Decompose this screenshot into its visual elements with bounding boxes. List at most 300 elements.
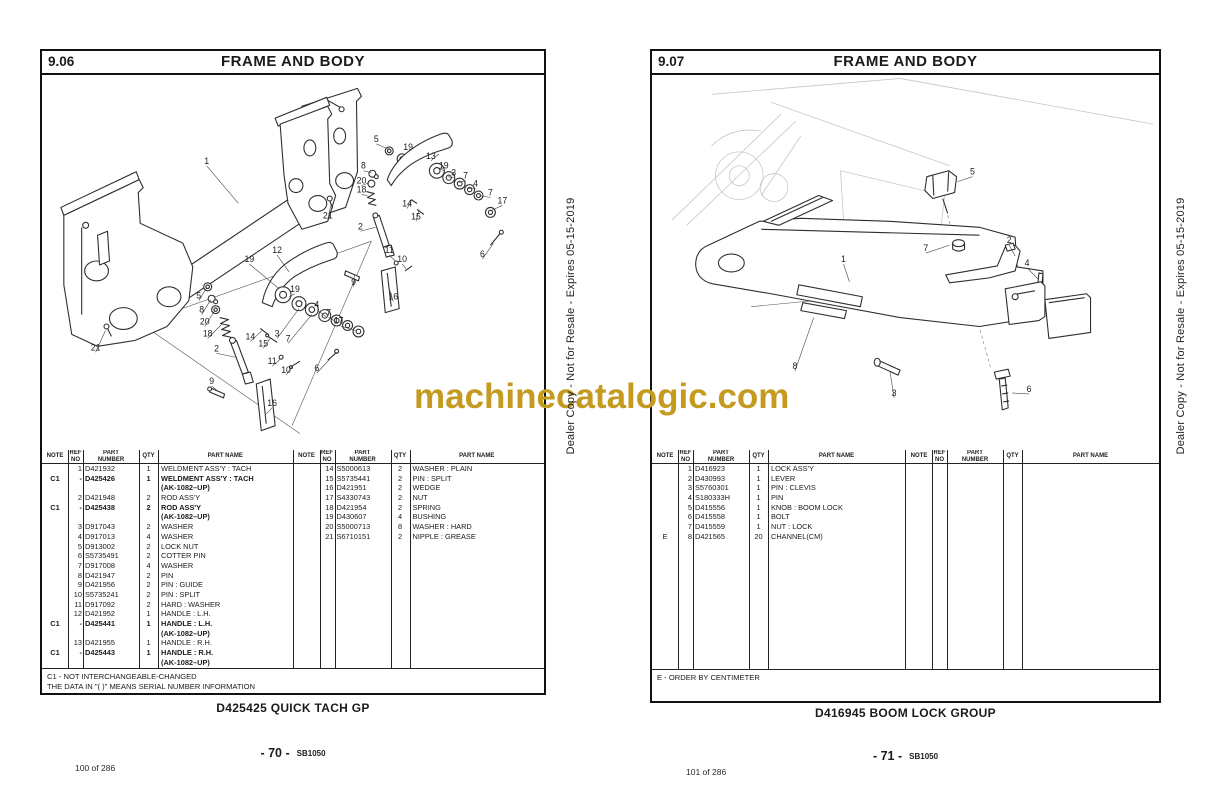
table-row xyxy=(652,483,905,493)
cell-part: S6710151 xyxy=(336,531,371,541)
table-row xyxy=(42,648,293,658)
page-number-value: - 71 - xyxy=(872,749,903,763)
column-header: QTY xyxy=(393,453,407,460)
cell-ref: 3 xyxy=(77,522,82,532)
table-row xyxy=(294,532,545,542)
callout-number: 16 xyxy=(388,291,399,302)
cell-qty: 2 xyxy=(397,473,403,483)
cell-ref: 15 xyxy=(325,473,334,483)
callout-number: 1 xyxy=(841,254,846,265)
cell-qty: 2 xyxy=(146,599,151,609)
cell-part: D430607 xyxy=(336,512,367,522)
table-row xyxy=(42,658,293,668)
cell-qty: 2 xyxy=(397,483,403,493)
column-header: PART NAME xyxy=(818,453,855,460)
column-divider xyxy=(693,450,694,669)
cell-name: HANDLE : R.H. xyxy=(161,638,212,648)
callout-leader-line xyxy=(217,353,236,357)
cell-note: E xyxy=(662,531,668,541)
cell-qty xyxy=(139,658,158,668)
cell-note xyxy=(42,512,68,522)
table-row xyxy=(42,600,293,610)
cell-name: NUT : LOCK xyxy=(771,522,813,532)
cell-note xyxy=(42,629,68,639)
cell-ref: 17 xyxy=(325,493,334,503)
callout-number: 7 xyxy=(487,187,493,198)
callout-number: 6 xyxy=(480,249,485,260)
cell-ref: 21 xyxy=(325,531,334,541)
page-title: FRAME AND BODY xyxy=(221,53,365,70)
callout-number: 6 xyxy=(1026,383,1032,394)
cell-name: WASHER xyxy=(161,522,194,532)
callout-leader-line xyxy=(402,264,406,269)
cell-name: NIPPLE : GREASE xyxy=(412,531,476,541)
cell-name: PIN : GUIDE xyxy=(161,580,203,590)
cell-ref: 5 xyxy=(687,502,692,512)
table-header-row xyxy=(42,450,293,464)
footnote-line: C1 - NOT INTERCHANGEABLE-CHANGED xyxy=(47,672,197,681)
cell-qty: 1 xyxy=(756,483,761,493)
column-header: PART NAME xyxy=(459,453,495,460)
page-header xyxy=(652,51,1159,75)
table-row xyxy=(294,474,545,484)
dealer-copy-notice: Dealer Copy - Not for Resale - Expires 05-15-2019 xyxy=(565,197,577,455)
column-header: PART NUMBER xyxy=(707,450,735,463)
cell-name: (AK-1082–UP) xyxy=(161,657,210,667)
cell-name: WEDGE xyxy=(412,483,441,493)
callout-number: 19 xyxy=(244,254,255,265)
column-header: REF NO xyxy=(933,450,946,463)
cell-note: C1 xyxy=(50,473,60,483)
cell-qty: 1 xyxy=(146,638,151,648)
cell-part: D421948 xyxy=(85,493,115,503)
cell-note xyxy=(294,474,320,484)
cell-qty: 2 xyxy=(397,464,403,473)
cell-name: BUSHING xyxy=(412,512,447,522)
cell-ref: 19 xyxy=(325,512,334,522)
parts-table xyxy=(652,450,1159,670)
cell-name: WASHER xyxy=(161,560,194,570)
callout-number: 13 xyxy=(426,150,436,161)
table-row xyxy=(652,532,905,542)
cell-name: SPRING xyxy=(412,502,441,512)
cell-note xyxy=(42,522,68,532)
column-divider xyxy=(678,450,679,669)
cell-part: D421932 xyxy=(85,464,115,473)
cell-part: S4330743 xyxy=(336,493,371,503)
cell-note xyxy=(652,493,678,503)
cell-note xyxy=(42,600,68,610)
cell-note xyxy=(42,561,68,571)
table-row xyxy=(294,493,545,503)
cell-part: D415556 xyxy=(695,502,725,512)
cell-name: HANDLE : L.H. xyxy=(161,609,211,619)
column-divider xyxy=(158,450,159,668)
table-footnotes xyxy=(652,670,1159,701)
cell-ref: 2 xyxy=(687,473,692,483)
cell-part: S5735491 xyxy=(85,551,119,561)
table-header-row xyxy=(906,450,1159,464)
table-row xyxy=(652,522,905,532)
boom-lock-arm xyxy=(696,196,1043,327)
cell-name: WASHER : PLAIN xyxy=(412,464,473,473)
cell-qty: 4 xyxy=(397,512,403,522)
callout-number: 11 xyxy=(267,356,277,367)
table-row xyxy=(294,522,545,532)
callout-number: 17 xyxy=(333,315,344,326)
cell-qty: 2 xyxy=(146,541,151,551)
cell-qty: 1 xyxy=(146,473,151,483)
callout-number: 3 xyxy=(274,328,280,339)
figure-caption: D425425 QUICK TACH GP xyxy=(216,701,370,715)
table-row xyxy=(42,580,293,590)
table-row xyxy=(42,464,293,474)
cell-part: D425443 xyxy=(85,648,115,658)
table-row xyxy=(294,483,545,493)
cell-qty: 4 xyxy=(146,531,151,541)
cell-ref: 1 xyxy=(687,464,692,473)
cell-ref xyxy=(68,629,83,639)
callout-number: 7 xyxy=(463,170,469,181)
cell-note xyxy=(42,542,68,552)
cell-note xyxy=(652,464,678,474)
figure-caption: D416945 BOOM LOCK GROUP xyxy=(815,706,996,720)
callout-number: 8 xyxy=(792,361,798,372)
table-row xyxy=(42,522,293,532)
cell-ref: 6 xyxy=(687,512,692,522)
table-header-row xyxy=(652,450,905,464)
cell-ref: 4 xyxy=(687,493,692,503)
cell-part: S5735241 xyxy=(85,589,119,599)
callout-number: 1 xyxy=(204,155,210,166)
cell-qty: 2 xyxy=(146,580,151,590)
cell-qty: 2 xyxy=(146,493,151,503)
book-code: SB1050 xyxy=(296,749,326,758)
callout-number: 18 xyxy=(356,184,367,195)
parts-table-right-half xyxy=(293,450,545,668)
cell-ref xyxy=(68,658,83,668)
cell-note xyxy=(42,483,68,493)
cell-ref: 2 xyxy=(77,493,82,503)
callout-number: 17 xyxy=(497,195,508,206)
cell-qty: 2 xyxy=(146,589,151,599)
callout-number: 7 xyxy=(285,333,291,344)
column-divider xyxy=(932,450,933,669)
cell-qty: 1 xyxy=(756,522,761,532)
cell-name: COTTER PIN xyxy=(161,551,206,561)
parts-table-left-half xyxy=(42,450,293,668)
cell-name: PIN : CLEVIS xyxy=(771,483,816,493)
cell-name: HANDLE : R.H. xyxy=(161,648,214,658)
cell-ref: 4 xyxy=(77,531,82,541)
cell-part: D421956 xyxy=(85,580,115,590)
table-row xyxy=(294,503,545,513)
callout-number: 18 xyxy=(202,328,213,339)
cell-name: HARD : WASHER xyxy=(161,599,221,609)
sheet-counter: 101 of 286 xyxy=(686,767,727,777)
cell-name: LOCK ASS'Y xyxy=(771,464,814,473)
table-row xyxy=(42,629,293,639)
column-header: PART NUMBER xyxy=(97,450,125,463)
callout-number: 11 xyxy=(384,245,394,256)
table-row xyxy=(42,474,293,484)
column-header: NOTE xyxy=(46,453,64,460)
cell-qty: 4 xyxy=(146,560,151,570)
column-header: REF NO xyxy=(321,450,333,463)
cell-ref: 14 xyxy=(325,464,334,473)
callout-number: 3 xyxy=(451,167,457,178)
cell-note xyxy=(42,658,68,668)
callout-number: 4 xyxy=(473,178,478,189)
table-row xyxy=(42,512,293,522)
cell-part: S5000613 xyxy=(336,464,371,473)
cell-part: D425438 xyxy=(85,502,115,512)
section-number: 9.07 xyxy=(658,54,685,69)
column-header: QTY xyxy=(752,453,765,460)
cell-name: NUT xyxy=(412,493,428,503)
cell-qty: 2 xyxy=(146,522,151,532)
cell-part: D421955 xyxy=(85,638,115,648)
cell-part: D425426 xyxy=(85,473,115,483)
cell-part: D421952 xyxy=(85,609,115,619)
table-row xyxy=(42,561,293,571)
cell-part: D415558 xyxy=(695,512,725,522)
column-divider xyxy=(139,450,140,668)
cell-part: D421565 xyxy=(695,531,725,541)
cell-ref: 9 xyxy=(77,580,82,590)
page-number-value: - 70 - xyxy=(260,746,290,760)
cell-part: D917043 xyxy=(85,522,115,532)
cell-qty: 2 xyxy=(146,551,151,561)
table-row xyxy=(294,512,545,522)
cell-ref: 12 xyxy=(73,609,82,619)
column-header: REF NO xyxy=(679,450,692,463)
cell-qty xyxy=(139,512,158,522)
cell-ref: 8 xyxy=(687,531,692,541)
callout-number: 19 xyxy=(403,141,413,152)
cell-note: C1 xyxy=(50,502,60,512)
column-header: QTY xyxy=(1006,453,1019,460)
cell-ref: - xyxy=(79,648,82,658)
column-divider xyxy=(768,450,769,669)
table-row xyxy=(42,483,293,493)
callout-number: 10 xyxy=(397,254,407,265)
callout-number: 14 xyxy=(245,331,256,342)
callout-leader-line xyxy=(958,177,973,182)
cell-part xyxy=(83,512,139,522)
cell-note xyxy=(652,483,678,493)
table-row xyxy=(652,503,905,513)
cell-name: WELDMENT ASS'Y : TACH xyxy=(161,464,252,473)
column-header: PART NAME xyxy=(207,453,243,460)
cell-ref: 16 xyxy=(325,483,334,493)
callout-number: 15 xyxy=(411,211,421,222)
cell-ref: - xyxy=(79,473,82,483)
cell-ref: - xyxy=(79,502,82,512)
cell-ref: 3 xyxy=(687,483,692,493)
cell-part xyxy=(83,658,139,668)
cell-note: C1 xyxy=(50,619,60,628)
cell-name: LOCK NUT xyxy=(161,541,199,551)
cell-part: S180333H xyxy=(695,493,730,503)
column-header: PART NUMBER xyxy=(349,450,376,463)
cell-part: D416923 xyxy=(695,464,725,473)
table-row xyxy=(652,464,905,474)
cell-note xyxy=(294,522,320,532)
table-row xyxy=(652,512,905,522)
cell-note xyxy=(294,483,320,493)
cell-name: PIN xyxy=(771,493,784,503)
callout-number: 19 xyxy=(290,283,300,294)
column-header: PART NAME xyxy=(1072,453,1109,460)
page-header xyxy=(42,51,544,75)
cell-note xyxy=(42,532,68,542)
callout-number: 7 xyxy=(326,307,332,318)
cell-qty: 1 xyxy=(756,464,761,473)
column-divider xyxy=(947,450,948,669)
cell-part: D917013 xyxy=(85,531,115,541)
cell-part: D421951 xyxy=(336,483,367,493)
cell-note: C1 xyxy=(50,648,60,658)
site-watermark: machinecatalogic.com xyxy=(414,377,790,416)
cell-part xyxy=(83,483,139,493)
cell-note xyxy=(294,493,320,503)
callout-number: 14 xyxy=(402,198,412,209)
cell-name: (AK-1082–UP) xyxy=(161,512,210,522)
column-divider xyxy=(335,450,336,668)
cell-name: KNOB : BOOM LOCK xyxy=(771,502,843,512)
cell-qty xyxy=(139,629,158,639)
cell-ref: 10 xyxy=(73,589,82,599)
callout-number: 2 xyxy=(1006,235,1012,246)
column-divider xyxy=(1022,450,1023,669)
cell-qty: 8 xyxy=(397,522,403,532)
callout-number: 3 xyxy=(891,387,897,398)
cell-qty: 1 xyxy=(756,493,761,503)
cell-note xyxy=(652,522,678,532)
callout-number: 5 xyxy=(970,166,975,177)
table-row xyxy=(42,493,293,503)
cell-name: PIN xyxy=(161,570,174,580)
cell-name: ROD ASS'Y xyxy=(161,493,201,503)
footnote-line: THE DATA IN "( )" MEANS SERIAL NUMBER INFORMATION xyxy=(47,681,256,691)
table-row xyxy=(42,532,293,542)
cell-qty: 20 xyxy=(754,531,763,541)
callout-number: 8 xyxy=(361,160,366,171)
cell-note xyxy=(294,532,320,542)
cell-ref: 1 xyxy=(77,464,82,473)
callout-number: 19 xyxy=(438,160,449,171)
cell-part: D917008 xyxy=(85,560,115,570)
callout-number: 12 xyxy=(272,245,282,256)
table-row xyxy=(294,464,545,474)
page-title: FRAME AND BODY xyxy=(833,53,978,70)
cell-part: D425441 xyxy=(85,619,115,628)
cell-qty: 1 xyxy=(756,512,761,522)
cell-note xyxy=(294,503,320,513)
column-divider xyxy=(391,450,392,668)
cell-note xyxy=(42,638,68,648)
callout-number: 10 xyxy=(281,365,291,376)
footnote-line: E - ORDER BY CENTIMETER xyxy=(657,673,760,682)
page-number xyxy=(650,749,1161,763)
column-divider xyxy=(410,450,411,668)
table-row xyxy=(42,571,293,581)
table-row xyxy=(42,503,293,513)
table-footnotes xyxy=(42,669,544,693)
table-row xyxy=(42,551,293,561)
catalog-page-boom-lock xyxy=(650,49,1161,703)
cell-qty: 1 xyxy=(146,619,151,628)
cell-qty: 2 xyxy=(397,531,403,541)
column-header: NOTE xyxy=(656,453,674,460)
parts-table xyxy=(42,450,544,669)
cell-name: WASHER xyxy=(161,531,194,541)
callout-number: 15 xyxy=(258,338,269,349)
callout-number: 6 xyxy=(314,363,320,374)
cell-qty xyxy=(139,483,158,493)
callout-number: 4 xyxy=(1024,257,1030,268)
cell-name: BOLT xyxy=(771,512,790,522)
column-divider xyxy=(83,450,84,668)
cell-qty: 2 xyxy=(397,502,403,512)
sheet-counter: 100 of 286 xyxy=(75,763,116,773)
table-row xyxy=(42,638,293,648)
callout-number: 7 xyxy=(923,243,929,254)
callout-number: 2 xyxy=(214,343,220,354)
cell-note xyxy=(42,493,68,503)
section-number: 9.06 xyxy=(48,54,75,69)
table-row xyxy=(652,493,905,503)
callout-number: 20 xyxy=(356,175,367,186)
dealer-copy-notice: Dealer Copy - Not for Resale - Expires 05-15-2019 xyxy=(1175,197,1187,455)
callout-number: 9 xyxy=(209,376,215,387)
parts-table-right-half xyxy=(905,450,1159,669)
column-divider xyxy=(1003,450,1004,669)
cell-qty: 1 xyxy=(146,648,151,658)
cell-part: D913002 xyxy=(85,541,115,551)
page-number xyxy=(40,746,546,760)
cell-note xyxy=(42,609,68,619)
cell-ref: 18 xyxy=(325,502,334,512)
book-code: SB1050 xyxy=(909,752,939,761)
cell-ref: 11 xyxy=(74,599,82,609)
cell-ref: 7 xyxy=(77,560,82,570)
cell-note xyxy=(42,580,68,590)
table-row xyxy=(42,590,293,600)
cell-ref: 13 xyxy=(73,638,82,648)
cell-note xyxy=(652,512,678,522)
table-row xyxy=(42,619,293,629)
callout-leader-line xyxy=(795,318,814,372)
cell-ref: - xyxy=(79,619,82,628)
cell-name: ROD ASS'Y xyxy=(161,502,202,512)
cell-ref xyxy=(68,483,83,493)
cell-name: (AK-1082–UP) xyxy=(161,628,210,638)
cell-name: PIN : SPLIT xyxy=(412,473,452,483)
cell-part: D917092 xyxy=(85,599,115,609)
cell-note xyxy=(42,590,68,600)
table-header-row xyxy=(294,450,545,464)
catalog-page-quick-tach xyxy=(40,49,546,695)
callout-leader-line xyxy=(361,195,367,196)
cell-qty: 2 xyxy=(146,570,151,580)
cell-name: WELDMENT ASS'Y : TACH xyxy=(161,473,254,483)
cell-ref: 5 xyxy=(77,541,82,551)
column-header: PART NUMBER xyxy=(961,450,989,463)
cell-part: D421947 xyxy=(85,570,115,580)
column-header: QTY xyxy=(142,453,155,460)
